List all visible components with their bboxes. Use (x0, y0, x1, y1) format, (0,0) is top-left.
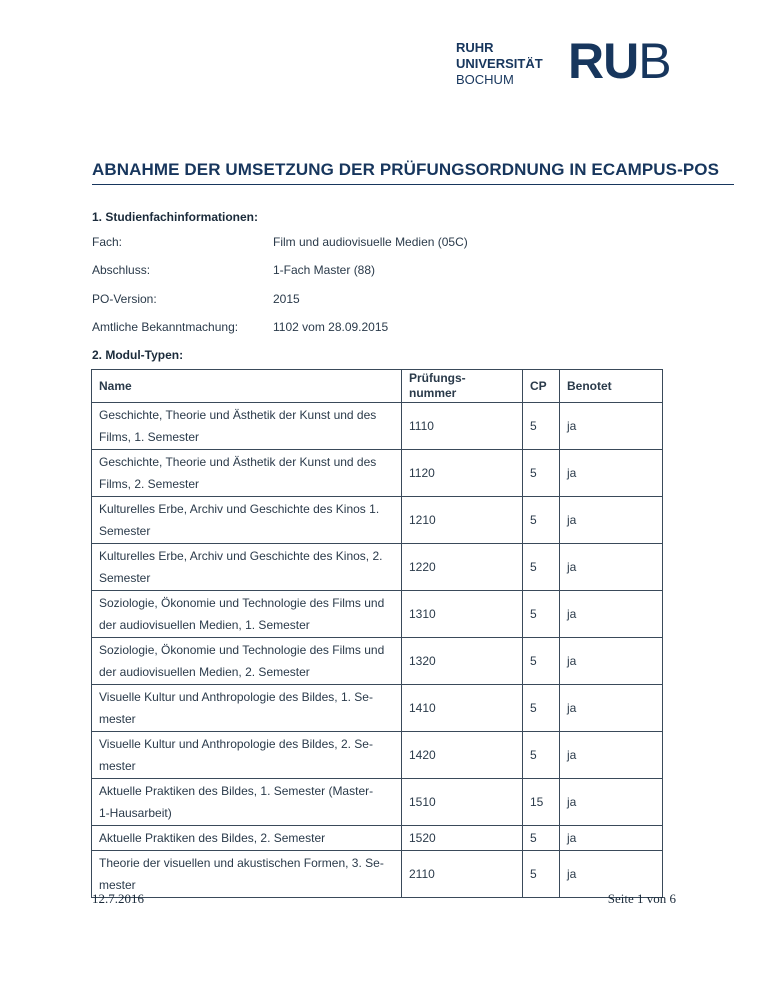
logo-mark-b: B (638, 33, 671, 89)
logo-line-ruhr: RUHR (456, 40, 494, 55)
col-header-name: Name (92, 370, 402, 403)
table-row (92, 638, 663, 685)
cell-name-line2: mester (99, 712, 136, 726)
cell-name-line1: Visuelle Kultur und Anthropologie des Bildes, 1. Se- (99, 690, 373, 704)
cell-name-line2: mester (99, 878, 136, 892)
info-value: 2015 (273, 292, 300, 306)
table-row (92, 497, 663, 544)
cell-num: 1520 (402, 826, 523, 851)
cell-cp: 5 (523, 851, 560, 898)
table-row (92, 450, 663, 497)
info-value: Film und audiovisuelle Medien (05C) (273, 235, 468, 249)
cell-cp: 5 (523, 826, 560, 851)
modul-typen-table (91, 369, 663, 898)
info-label: Abschluss: (92, 263, 151, 277)
cell-name-line2: Semester (99, 524, 151, 538)
cell-name (92, 450, 402, 497)
info-value: 1-Fach Master (88) (273, 263, 376, 277)
cell-cp: 5 (523, 403, 560, 450)
section-studienfach-heading: 1. Studienfachinformationen: (92, 210, 259, 224)
cell-benotet: ja (560, 638, 663, 685)
cell-num: 1310 (402, 591, 523, 638)
logo-mark (568, 33, 671, 89)
cell-name (92, 591, 402, 638)
logo-line-universitaet: UNIVERSITÄT (456, 56, 543, 71)
cell-benotet: ja (560, 779, 663, 826)
info-label: Amtliche Bekanntmachung: (92, 320, 239, 334)
cell-name-line1: Theorie der visuellen und akustischen Formen, 3. Se- (99, 856, 384, 870)
table-row (92, 732, 663, 779)
cell-name-line1: Kulturelles Erbe, Archiv und Geschichte des Kinos 1. (99, 502, 380, 516)
cell-benotet: ja (560, 450, 663, 497)
cell-cp: 5 (523, 497, 560, 544)
cell-name-line1: Aktuelle Praktiken des Bildes, 2. Semester (99, 831, 326, 845)
cell-num: 1410 (402, 685, 523, 732)
logo-line-bochum: BOCHUM (456, 72, 514, 87)
col-header-cp: CP (523, 370, 560, 403)
col-header-pruefungsnummer-line2: nummer (409, 386, 457, 400)
table-row (92, 851, 663, 898)
cell-num: 1120 (402, 450, 523, 497)
table-header-row (92, 370, 663, 403)
cell-name-line2: der audiovisuellen Medien, 1. Semester (99, 618, 310, 632)
footer-page-number: Seite 1 von 6 (607, 891, 676, 906)
cell-benotet: ja (560, 826, 663, 851)
logo-wordmark (456, 40, 566, 88)
cell-name (92, 826, 402, 851)
cell-cp: 5 (523, 591, 560, 638)
cell-name-line1: Geschichte, Theorie und Ästhetik der Kunst und des (99, 455, 377, 469)
cell-cp: 5 (523, 732, 560, 779)
cell-name-line1: Kulturelles Erbe, Archiv und Geschichte des Kinos, 2. (99, 549, 383, 563)
cell-name-line2: 1-Hausarbeit) (99, 806, 172, 820)
cell-num: 1420 (402, 732, 523, 779)
cell-num: 2110 (402, 851, 523, 898)
cell-name (92, 544, 402, 591)
cell-name-line1: Visuelle Kultur und Anthropologie des Bildes, 2. Se- (99, 737, 373, 751)
cell-name-line2: der audiovisuellen Medien, 2. Semester (99, 665, 310, 679)
cell-name (92, 685, 402, 732)
cell-name-line2: Films, 1. Semester (99, 430, 200, 444)
cell-name-line2: Films, 2. Semester (99, 477, 200, 491)
table-row (92, 685, 663, 732)
cell-name-line2: Semester (99, 571, 151, 585)
cell-name-line2: mester (99, 759, 136, 773)
info-label: PO-Version: (92, 292, 157, 306)
cell-name (92, 497, 402, 544)
cell-cp: 15 (523, 779, 560, 826)
logo-mark-ru: RU (568, 33, 639, 89)
table-row (92, 779, 663, 826)
table-row (92, 826, 663, 851)
col-header-pruefungsnummer (402, 370, 523, 403)
info-label: Fach: (92, 235, 123, 249)
page-title: ABNAHME DER UMSETZUNG DER PRÜFUNGSORDNUNG IN ECAMPUS-POS (92, 160, 734, 185)
cell-num: 1510 (402, 779, 523, 826)
cell-num: 1210 (402, 497, 523, 544)
cell-num: 1110 (402, 403, 523, 450)
cell-name (92, 403, 402, 450)
cell-cp: 5 (523, 638, 560, 685)
cell-num: 1220 (402, 544, 523, 591)
cell-benotet: ja (560, 544, 663, 591)
cell-name-line1: Geschichte, Theorie und Ästhetik der Kunst und des (99, 408, 377, 422)
info-value: 1102 vom 28.09.2015 (273, 320, 389, 334)
table-row (92, 403, 663, 450)
cell-benotet: ja (560, 497, 663, 544)
cell-name-line1: Aktuelle Praktiken des Bildes, 1. Semester (Master- (99, 784, 374, 798)
cell-num: 1320 (402, 638, 523, 685)
cell-name-line1: Soziologie, Ökonomie und Technologie des Films und (99, 643, 385, 657)
cell-benotet: ja (560, 403, 663, 450)
table-row (92, 591, 663, 638)
cell-benotet: ja (560, 732, 663, 779)
cell-cp: 5 (523, 544, 560, 591)
cell-benotet: ja (560, 851, 663, 898)
cell-name (92, 732, 402, 779)
cell-cp: 5 (523, 685, 560, 732)
cell-name (92, 779, 402, 826)
footer-date: 12.7.2016 (92, 891, 144, 906)
cell-name (92, 638, 402, 685)
cell-cp: 5 (523, 450, 560, 497)
col-header-pruefungsnummer-line1: Prüfungs- (409, 371, 466, 385)
cell-benotet: ja (560, 685, 663, 732)
section-modul-typen-heading: 2. Modul-Typen: (92, 348, 184, 362)
table-row (92, 544, 663, 591)
cell-name-line1: Soziologie, Ökonomie und Technologie des Films und (99, 596, 385, 610)
col-header-benotet: Benotet (560, 370, 663, 403)
cell-benotet: ja (560, 591, 663, 638)
